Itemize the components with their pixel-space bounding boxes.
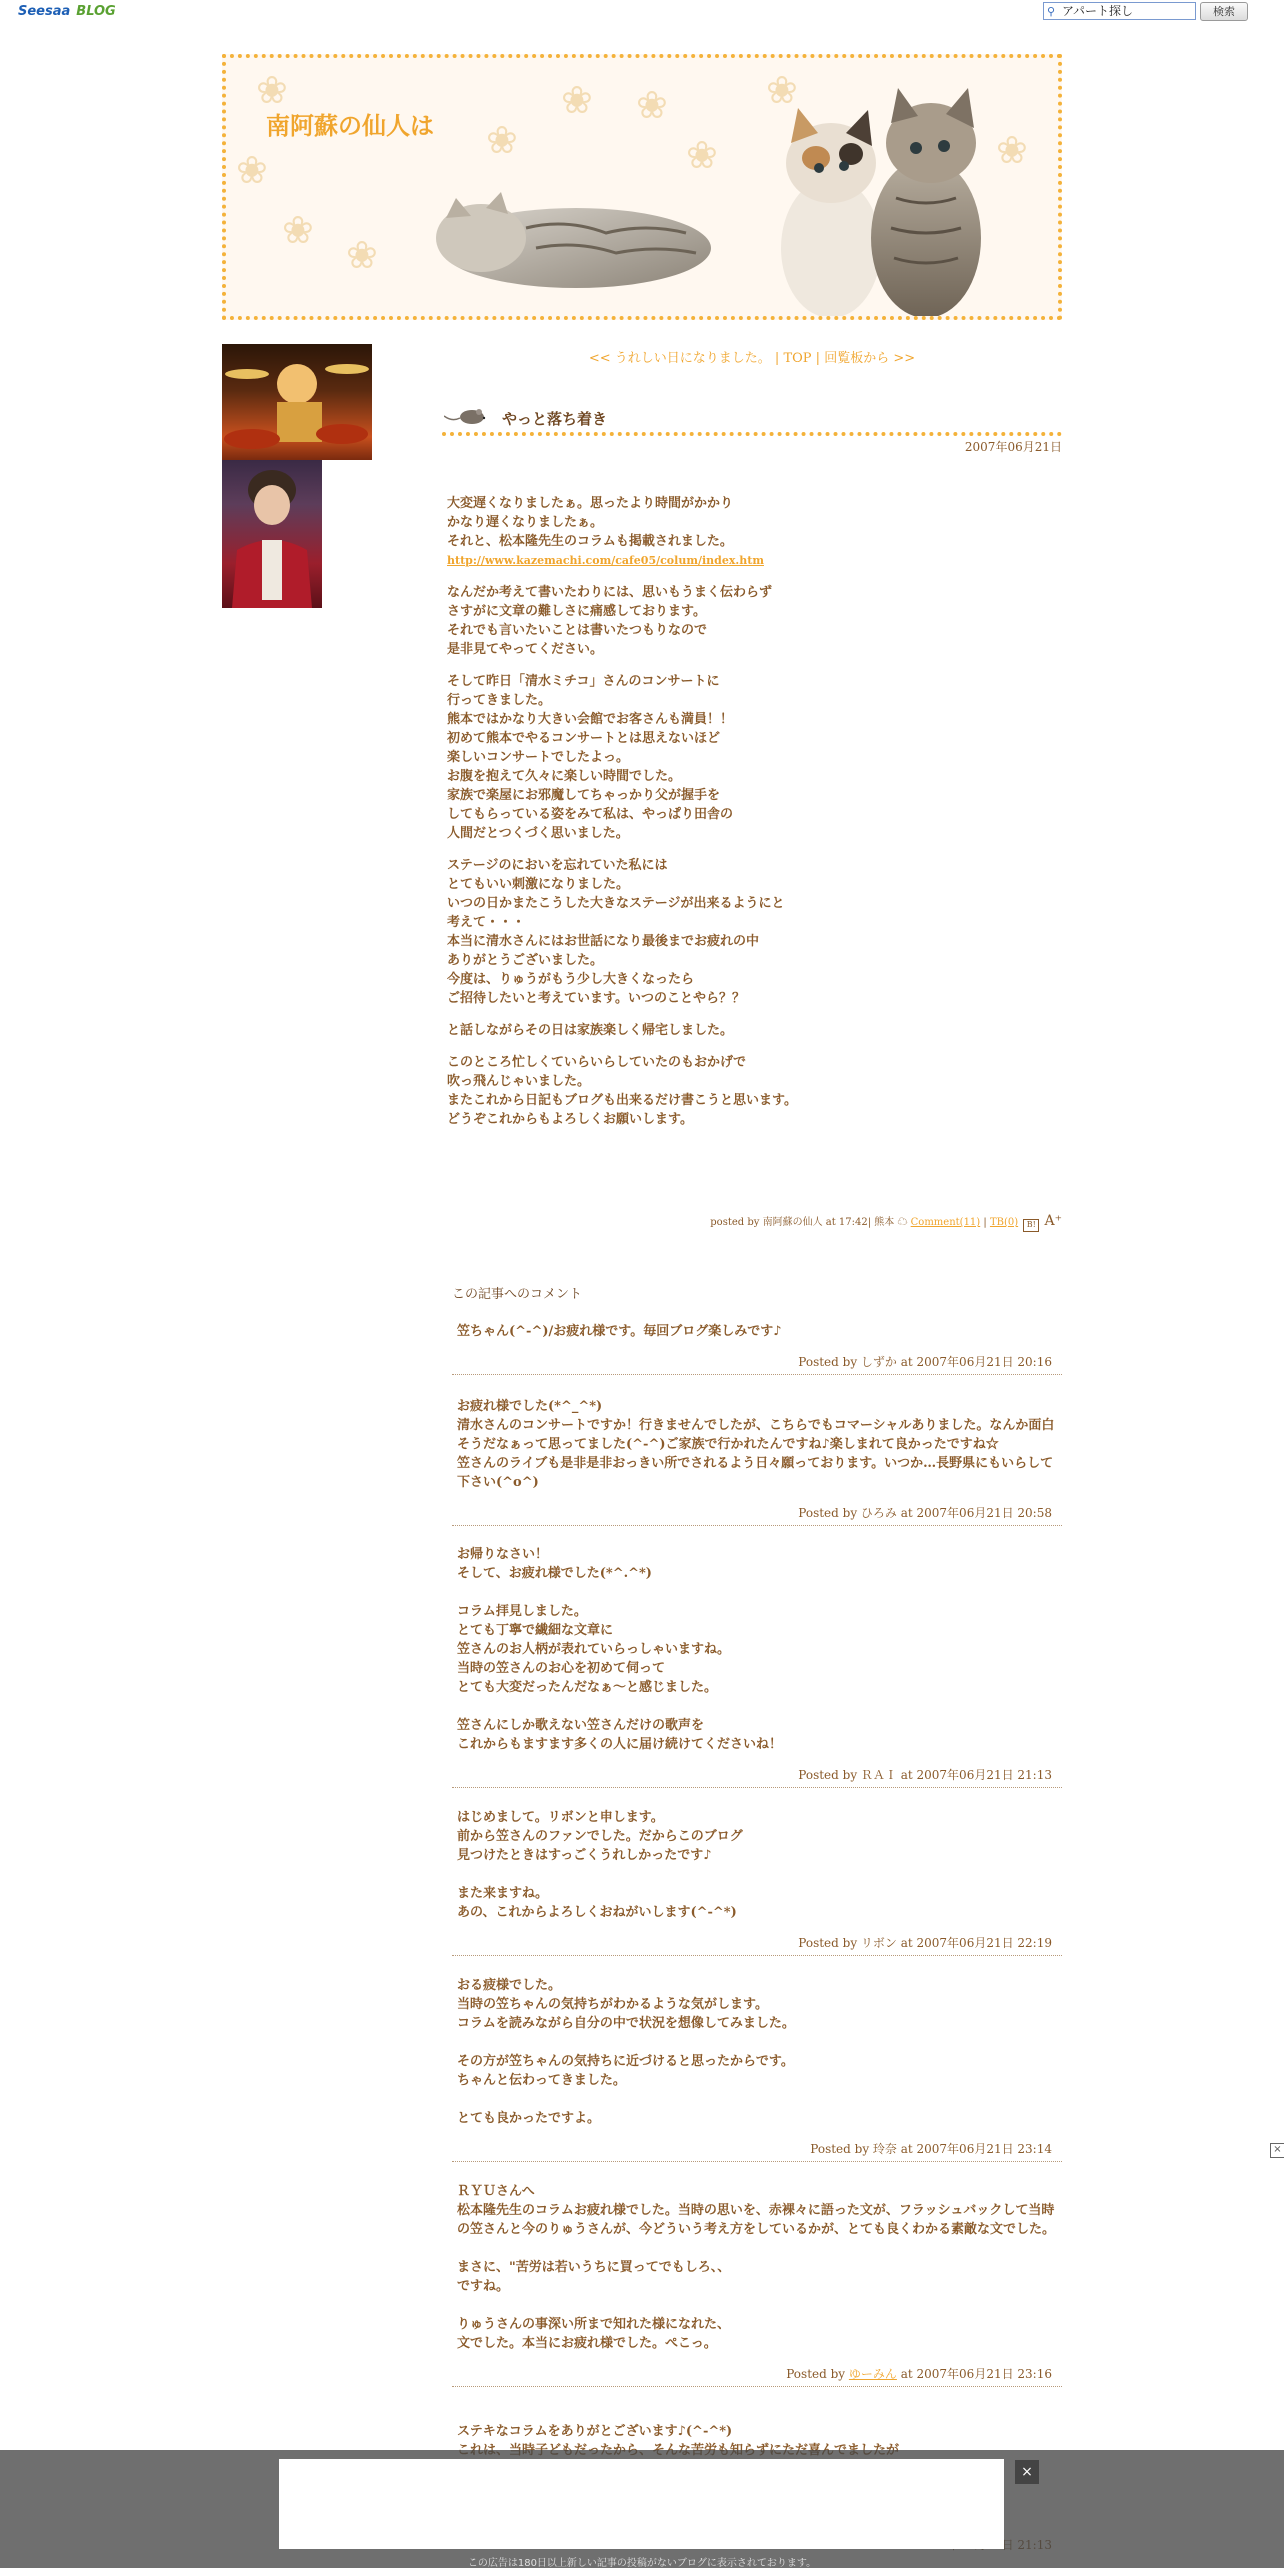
comment-footer: Posted by ＲＡＩ at 2007年06月21日 21:13 xyxy=(452,1766,1062,1788)
blog-title[interactable]: 南阿蘇の仙人は xyxy=(266,111,434,140)
paw-icon: ❀ xyxy=(996,128,1028,172)
font-size-icon[interactable]: A⁺ xyxy=(1044,1213,1062,1229)
search-button[interactable]: 検索 xyxy=(1200,2,1248,21)
ad-close-button[interactable]: × xyxy=(1015,2460,1039,2484)
ad-slot[interactable] xyxy=(279,2459,1004,2549)
comment-link[interactable]: Comment(11) xyxy=(910,1217,981,1228)
entry-paragraph-text: 大変遅くなりましたぁ。思ったより時間がかかり かなり遅くなりましたぁ。 それと、松本隆先生のコラムも掲載されました。 xyxy=(447,496,734,549)
comment-body: 笠ちゃん(^-^)/お疲れ様です。毎回ブログ楽しみです♪ xyxy=(457,1324,782,1339)
top-bar xyxy=(0,0,1284,26)
trackback-link[interactable]: TB(0) xyxy=(989,1217,1019,1228)
entry-paragraph xyxy=(447,494,1057,551)
entry-body xyxy=(447,494,1057,1142)
comment-footer-prefix: Posted by xyxy=(786,2367,849,2381)
top-link[interactable]: TOP xyxy=(783,351,812,366)
sidebar-photo-drummer[interactable] xyxy=(222,344,372,460)
entry-paragraph: ステージのにおいを忘れていた私には とてもいい刺激になりました。 いつの日かまたこうした大きなステージが出来るようにと 考えて・・・ 本当に清水さんにはお世話になり最後までお疲れの中 ありがとうございました。 今度は、りゅうがもう少し大きくなったら ご招待したいと考えています。いつのことやら？？ xyxy=(447,858,785,1006)
paw-icon: ❀ xyxy=(766,68,798,112)
paw-icon: ❀ xyxy=(236,148,268,192)
search-icon: ⚲ xyxy=(1047,5,1056,18)
ad-note: この広告は180日以上新しい記事の投稿がないブログに表示されております。 xyxy=(467,2558,817,2569)
nav-separator: | xyxy=(815,351,821,366)
seesaa-blog-logo[interactable] xyxy=(18,4,116,19)
paw-icon: ❀ xyxy=(561,78,593,122)
bookmark-icon[interactable]: B! xyxy=(1023,1219,1039,1232)
comment-footer-suffix: at 2007年06月21日 23:16 xyxy=(896,2367,1052,2381)
entry-paragraph: なんだか考えて書いたわりには、思いもうまく伝わらず さすがに文章の難しさに痛感しております。 それでも言いたいことは書いたつもりなので 是非見てやってください。 xyxy=(447,585,773,657)
blog-header xyxy=(222,54,1062,320)
comments-heading: この記事へのコメント xyxy=(452,1287,583,1302)
comment-item xyxy=(452,1545,1062,1788)
kittens-image xyxy=(426,88,1026,318)
comment-footer: Posted by 玲奈 at 2007年06月21日 23:14 xyxy=(452,2140,1062,2162)
prev-entry-link[interactable]: << うれしい日になりました。 xyxy=(588,351,771,366)
sidebar-photo-portrait[interactable] xyxy=(222,460,322,608)
mouse-icon xyxy=(444,406,490,426)
comment-footer: Posted by しずか at 2007年06月21日 20:16 xyxy=(452,1353,1062,1375)
comment-body: お帰りなさい！ そして、お疲れ様でした(*^.^*) コラム拝見しました。 とても丁寧で繊細な文章に 笠さんのお人柄が表れていらっしゃいますね。 当時の笠さんのお心を初めて伺って とても大変だったんだなぁ～と感じました。 笠さんにしか歌えない笠さんだけの歌声を これからもますます多くの人に届け続けてくださいね！ xyxy=(457,1547,783,1752)
brand-sub: BLOG xyxy=(76,4,116,19)
entry-link-line xyxy=(447,551,1057,570)
comment-body: お疲れ様でした(*^_^*) 清水さんのコンサートですか！行きませんでしたが、こちらでもコマーシャルありました。なんか面白そうだなぁって思ってました(^-^)ご家族で行かれたんですね♪楽しまれて良かったですね☆ 笠さんのライブも是非是非おっきい所でされるよう日々願っております。いつか…長野県にもいらして下さい(^o^) xyxy=(457,1399,1055,1490)
paw-icon: ❀ xyxy=(636,83,668,127)
side-close-icon[interactable]: × xyxy=(1270,2143,1284,2158)
entry-footer: posted by 南阿蘇の仙人 at 17:42| 熊本 ☁ Comment(11) | TB(0) B! A⁺ xyxy=(442,1213,1062,1232)
paw-icon: ❀ xyxy=(282,208,314,252)
entry-date: 2007年06月21日 xyxy=(964,440,1062,454)
comment-footer xyxy=(452,2365,1062,2387)
brand-main: Seesaa xyxy=(18,4,71,19)
comment-footer: Posted by リボン at 2007年06月21日 22:19 xyxy=(452,1934,1062,1956)
comment-footer: Posted by ひろみ at 2007年06月21日 20:58 xyxy=(452,1504,1062,1526)
posted-by-text: posted by 南阿蘇の仙人 at 17:42| 熊本 xyxy=(710,1217,895,1228)
column-link[interactable]: http://www.kazemachi.com/cafe05/colum/index.htm xyxy=(447,554,764,567)
entry-paragraph: そして昨日「清水ミチコ」さんのコンサートに 行ってきました。 熊本ではかなり大きい会館でお客さんも満員！！ 初めて熊本でやるコンサートとは思えないほど 楽しいコンサートでしたよっ。 お腹を抱えて久々に楽しい時間でした。 家族で楽屋にお邪魔してちゃっかり父が握手を してもらっている姿をみて私は、やっぱり田舎の 人間だとつくづく思いました。 xyxy=(447,674,734,841)
comment-item xyxy=(452,2182,1062,2387)
comment-item xyxy=(452,1397,1062,1526)
paw-icon: ❀ xyxy=(256,68,288,112)
weather-icon: ☁ xyxy=(897,1217,908,1228)
comment-item xyxy=(452,1976,1062,2162)
entry-title[interactable]: やっと落ち着き xyxy=(502,410,608,428)
entry-nav xyxy=(442,347,1062,366)
comment-item xyxy=(452,1808,1062,1956)
comment-body: ＲＹＵさんへ 松本隆先生のコラムお疲れ様でした。当時の思いを、赤裸々に語った文が、フラッシュバックして当時の笠さんと今のりゅうさんが、今どういう考え方をしているかが、とても良くわかる素敵な文でした。 まさに、"苦労は若いうちに買ってでもしろ、、 ですね。 りゅうさんの事深い所まで知れた様になれた、 文でした。本当にお疲れ様でした。ぺこっ。 xyxy=(457,2184,1056,2351)
search-input[interactable] xyxy=(1043,2,1196,20)
paw-icon: ❀ xyxy=(486,118,518,162)
entry-paragraph: と話しながらその日は家族楽しく帰宅しました。 xyxy=(447,1023,734,1038)
search-value: アパート探し xyxy=(1062,4,1134,18)
portrait-image xyxy=(222,460,322,608)
drummer-image xyxy=(222,344,372,460)
comment-item xyxy=(452,1322,1062,1375)
paw-icon: ❀ xyxy=(686,133,718,177)
entry-title-bar xyxy=(442,400,1062,436)
ad-overlay xyxy=(0,2450,1284,2568)
paw-icon: ❀ xyxy=(346,233,378,277)
entry-paragraph: このところ忙しくていらいらしていたのもおかげで 吹っ飛んじゃいました。 またこれから日記もブログも出来るだけ書こうと思います。 どうぞこれからもよろしくお願いします。 xyxy=(447,1055,797,1127)
comment-body: ステキなコラムをありがとございます♪(^-^*) xyxy=(457,2424,733,2439)
commenter-link[interactable]: ゆーみん xyxy=(848,2367,897,2381)
next-entry-link[interactable]: 回覧板から >> xyxy=(824,351,916,366)
comment-body: はじめまして。リボンと申します。 前から笠さんのファンでした。だからこのブログ 見つけたときはすっごくうれしかったです♪ また来ますね。 あの、これからよろしくおねがいします(^-^*) xyxy=(457,1810,743,1920)
comment-body: おる疲様でした。 当時の笠ちゃんの気持ちがわかるような気がします。 コラムを読みながら自分の中で状況を想像してみました。 その方が笠ちゃんの気持ちに近づけると思ったからです。 ちゃんと伝わってきました。 とても良かったですよ。 xyxy=(457,1978,795,2126)
nav-separator: | xyxy=(774,351,780,366)
